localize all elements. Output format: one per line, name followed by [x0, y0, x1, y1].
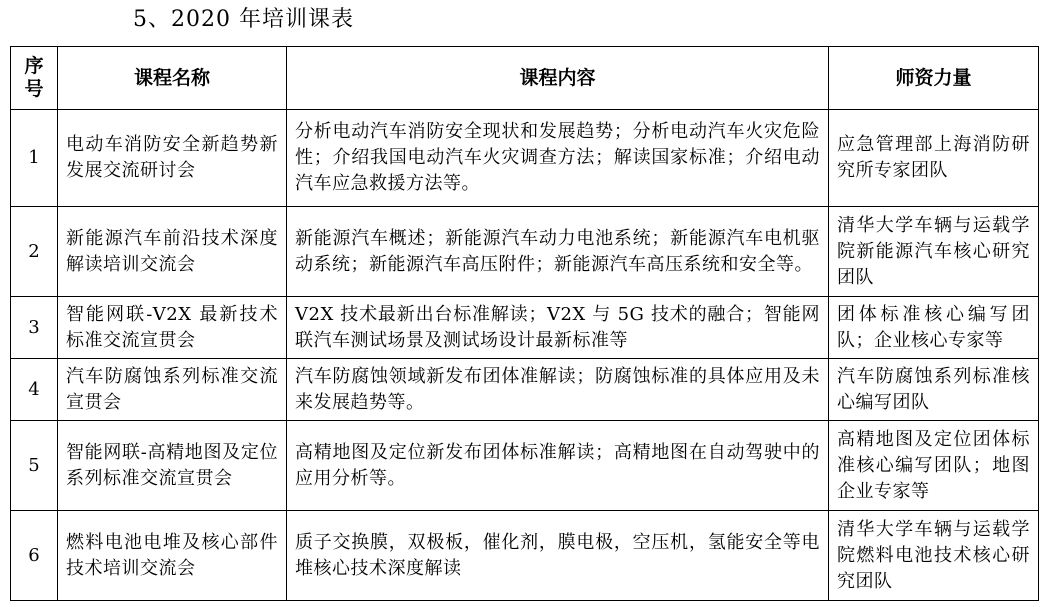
training-schedule-table	[10, 46, 1039, 601]
course-content: 汽车防腐蚀领域新发布团体准解读；防腐蚀标准的具体应用及未来发展趋势等。	[287, 359, 829, 421]
row-number: 1	[11, 110, 58, 207]
table-row	[11, 110, 1039, 207]
faculty: 清华大学车辆与运载学院新能源汽车核心研究团队	[829, 207, 1039, 297]
faculty: 汽车防腐蚀系列标准核心编写团队	[829, 359, 1039, 421]
page-title: 5、2020 年培训课表	[133, 7, 354, 32]
row-number: 2	[11, 207, 58, 297]
course-content: 质子交换膜，双极板，催化剂，膜电极，空压机，氢能安全等电堆核心技术深度解读	[287, 511, 829, 601]
faculty: 应急管理部上海消防研究所专家团队	[829, 110, 1039, 207]
header-course-name: 课程名称	[58, 47, 287, 110]
table-row	[11, 359, 1039, 421]
course-name: 新能源汽车前沿技术深度解读培训交流会	[58, 207, 287, 297]
header-course-content: 课程内容	[287, 47, 829, 110]
course-content: 高精地图及定位新发布团体标准解读；高精地图在自动驾驶中的应用分析等。	[287, 421, 829, 511]
header-no: 序号	[11, 47, 58, 110]
course-name: 电动车消防安全新趋势新发展交流研讨会	[58, 110, 287, 207]
header-faculty: 师资力量	[829, 47, 1039, 110]
table-header-row	[11, 47, 1039, 110]
course-name: 燃料电池电堆及核心部件技术培训交流会	[58, 511, 287, 601]
course-content: 新能源汽车概述；新能源汽车动力电池系统；新能源汽车电机驱动系统；新能源汽车高压附件；新能源汽车高压系统和安全等。	[287, 207, 829, 297]
course-name: 智能网联-高精地图及定位系列标准交流宣贯会	[58, 421, 287, 511]
row-number: 6	[11, 511, 58, 601]
row-number: 3	[11, 297, 58, 359]
row-number: 5	[11, 421, 58, 511]
course-content: 分析电动汽车消防安全现状和发展趋势；分析电动汽车火灾危险性；介绍我国电动汽车火灾调查方法；解读国家标准；介绍电动汽车应急救援方法等。	[287, 110, 829, 207]
course-name: 智能网联-V2X 最新技术标准交流宣贯会	[58, 297, 287, 359]
row-number: 4	[11, 359, 58, 421]
table-row	[11, 297, 1039, 359]
table-row	[11, 207, 1039, 297]
table-row	[11, 511, 1039, 601]
table-row	[11, 421, 1039, 511]
course-content: V2X 技术最新出台标准解读；V2X 与 5G 技术的融合；智能网联汽车测试场景及测试场设计最新标准等	[287, 297, 829, 359]
faculty: 清华大学车辆与运载学院燃料电池技术核心研究团队	[829, 511, 1039, 601]
faculty: 高精地图及定位团体标准核心编写团队；地图企业专家等	[829, 421, 1039, 511]
faculty: 团体标准核心编写团队；企业核心专家等	[829, 297, 1039, 359]
course-name: 汽车防腐蚀系列标准交流宣贯会	[58, 359, 287, 421]
